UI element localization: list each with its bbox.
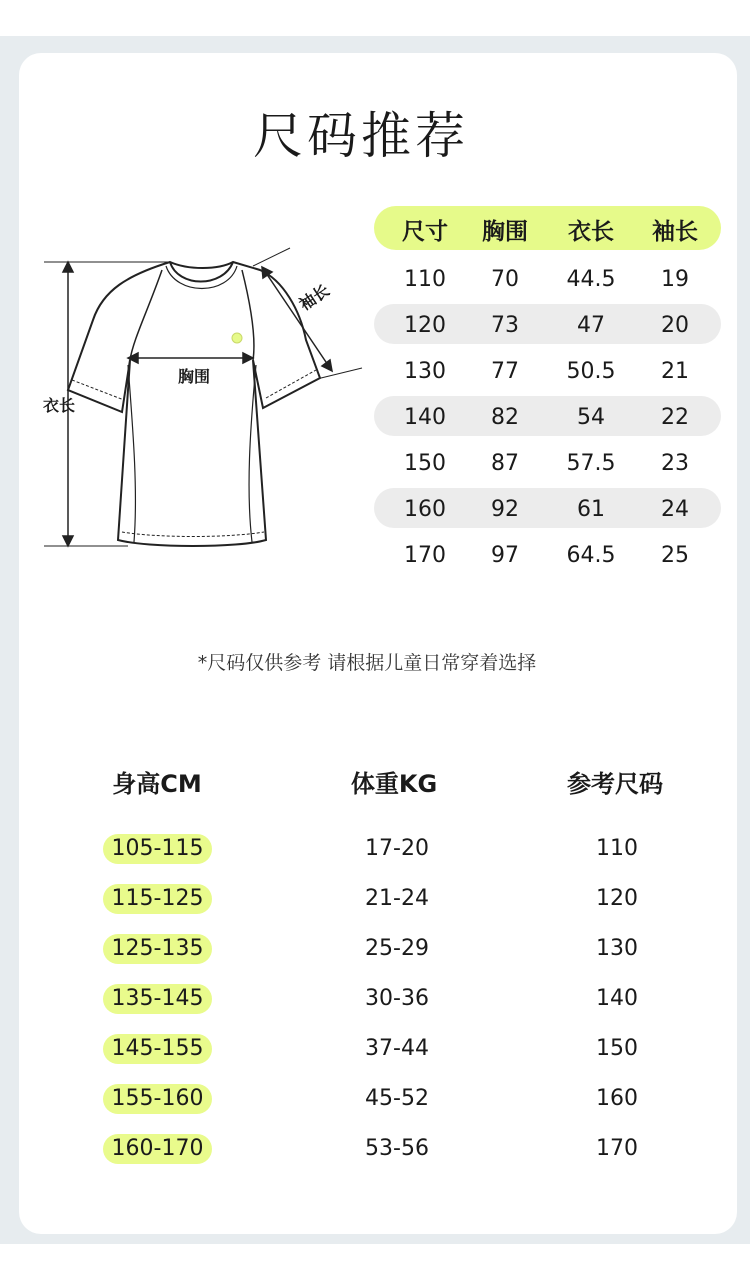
header-ref-size: 参考尺码 [567, 770, 663, 798]
list-item [0, 1078, 750, 1128]
weight-value: 53-56 [365, 1136, 429, 1161]
weight-value: 30-36 [365, 986, 429, 1011]
table-row [374, 438, 721, 484]
top-strip [0, 0, 750, 36]
list-item [0, 1128, 750, 1178]
list-item [0, 828, 750, 878]
cell-chest: 70 [491, 267, 519, 292]
size-value: 110 [596, 836, 638, 861]
cell-length: 47 [577, 313, 605, 338]
height-pill: 105-115 [103, 834, 212, 864]
weight-value: 25-29 [365, 936, 429, 961]
cell-size: 140 [404, 405, 446, 430]
cell-size: 120 [404, 313, 446, 338]
cell-chest: 77 [491, 359, 519, 384]
cell-size: 170 [404, 543, 446, 568]
cell-sleeve: 24 [661, 497, 689, 522]
height-pill: 115-125 [103, 884, 212, 914]
size-value: 150 [596, 1036, 638, 1061]
cell-length: 61 [577, 497, 605, 522]
header-sleeve: 袖长 [652, 219, 698, 245]
table-row [374, 484, 721, 530]
cell-length: 44.5 [566, 267, 616, 292]
cell-chest: 82 [491, 405, 519, 430]
header-height: 身高CM [112, 770, 202, 798]
list-item [0, 978, 750, 1028]
cell-sleeve: 19 [661, 267, 689, 292]
cell-size: 160 [404, 497, 446, 522]
cell-sleeve: 25 [661, 543, 689, 568]
table-row [374, 254, 721, 300]
height-pill: 145-155 [103, 1034, 212, 1064]
list-item [0, 1028, 750, 1078]
bottom-strip [0, 1244, 750, 1269]
cell-sleeve: 23 [661, 451, 689, 476]
sleeve-label: 袖长 [295, 280, 333, 315]
cell-size: 130 [404, 359, 446, 384]
header-chest: 胸围 [482, 219, 528, 245]
size-value: 130 [596, 936, 638, 961]
header-length: 衣长 [568, 219, 614, 245]
height-pill: 125-135 [103, 934, 212, 964]
cell-length: 64.5 [566, 543, 616, 568]
size-value: 140 [596, 986, 638, 1011]
list-item [0, 878, 750, 928]
weight-value: 17-20 [365, 836, 429, 861]
size-value: 170 [596, 1136, 638, 1161]
cell-sleeve: 21 [661, 359, 689, 384]
size-table-header [374, 206, 721, 250]
table-row [374, 346, 721, 392]
cell-chest: 92 [491, 497, 519, 522]
cell-length: 57.5 [566, 451, 616, 476]
header-size: 尺寸 [402, 219, 448, 245]
height-pill: 155-160 [103, 1084, 212, 1114]
cell-size: 110 [404, 267, 446, 292]
weight-value: 37-44 [365, 1036, 429, 1061]
cell-chest: 97 [491, 543, 519, 568]
logo-icon [232, 333, 242, 343]
cell-length: 50.5 [566, 359, 616, 384]
page-title: 尺码推荐 [253, 107, 469, 165]
table-row [374, 392, 721, 438]
cell-chest: 73 [491, 313, 519, 338]
size-note: *尺码仅供参考 请根据儿童日常穿着选择 [197, 652, 537, 674]
list-item [0, 928, 750, 978]
table-row [374, 300, 721, 346]
weight-value: 21-24 [365, 886, 429, 911]
size-table [374, 206, 721, 576]
length-label: 衣长 [43, 396, 76, 415]
cell-size: 150 [404, 451, 446, 476]
height-pill: 135-145 [103, 984, 212, 1014]
cell-length: 54 [577, 405, 605, 430]
chest-label: 胸围 [178, 367, 211, 386]
size-value: 120 [596, 886, 638, 911]
tshirt-outline [68, 262, 320, 546]
size-value: 160 [596, 1086, 638, 1111]
height-pill: 160-170 [103, 1134, 212, 1164]
weight-value: 45-52 [365, 1086, 429, 1111]
header-weight: 体重KG [350, 770, 438, 798]
cell-sleeve: 20 [661, 313, 689, 338]
table-row [374, 530, 721, 576]
cell-sleeve: 22 [661, 405, 689, 430]
cell-chest: 87 [491, 451, 519, 476]
